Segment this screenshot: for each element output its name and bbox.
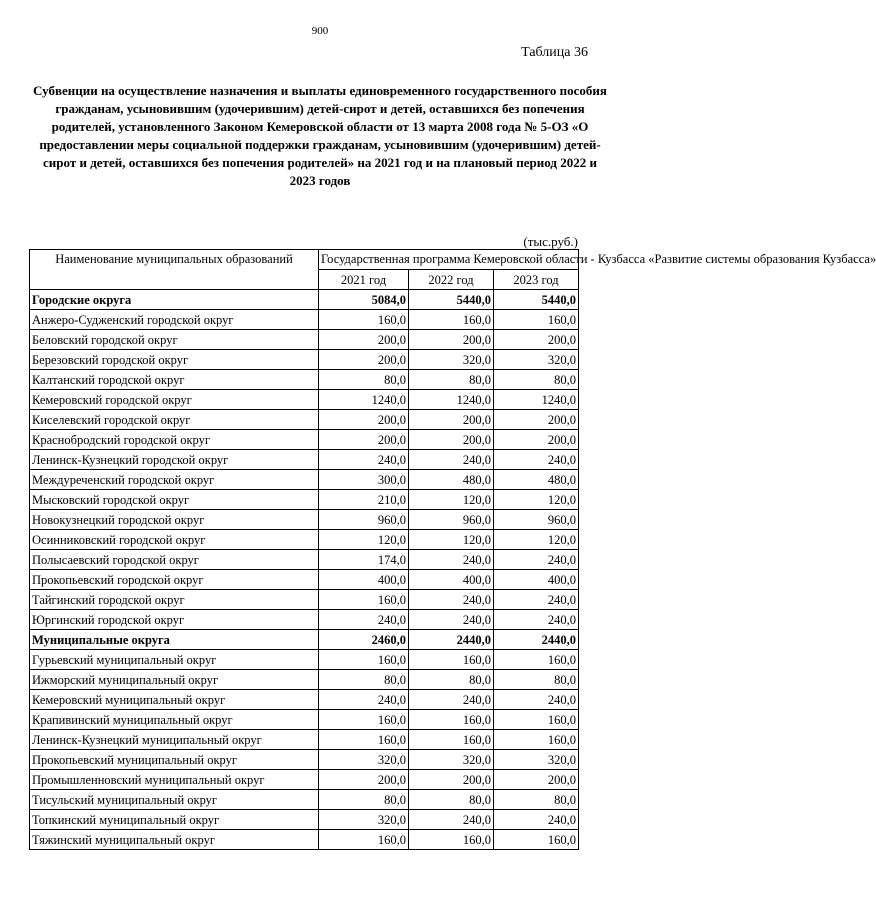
value-2021-cell: 2460,0	[319, 630, 409, 650]
value-2021-cell: 160,0	[319, 590, 409, 610]
value-2023-cell: 80,0	[494, 370, 579, 390]
value-2022-cell: 240,0	[409, 610, 494, 630]
value-2021-cell: 240,0	[319, 610, 409, 630]
table-header	[30, 250, 876, 290]
header-program: Государственная программа Кемеровской области - Кузбасса «Развитие системы образования Кузбасса»	[319, 250, 579, 270]
units-label: (тыс.руб.)	[523, 234, 578, 249]
value-2022-cell: 480,0	[409, 470, 494, 490]
value-2023-cell: 160,0	[494, 730, 579, 750]
value-2021-cell: 240,0	[319, 690, 409, 710]
value-2022-cell: 1240,0	[409, 390, 494, 410]
value-2021-cell: 240,0	[319, 450, 409, 470]
value-2021-cell: 200,0	[319, 330, 409, 350]
value-2021-cell: 5084,0	[319, 290, 409, 310]
table-row	[30, 830, 579, 850]
value-2022-cell: 80,0	[409, 670, 494, 690]
header-row-program	[30, 250, 579, 270]
municipality-name-cell: Киселевский городской округ	[30, 410, 319, 430]
table-row	[30, 450, 579, 470]
municipality-name-cell: Топкинский муниципальный округ	[30, 810, 319, 830]
value-2022-cell: 120,0	[409, 530, 494, 550]
value-2022-cell: 200,0	[409, 330, 494, 350]
table-row	[30, 370, 579, 390]
value-2023-cell: 200,0	[494, 770, 579, 790]
table-row	[30, 330, 579, 350]
value-2021-cell: 160,0	[319, 730, 409, 750]
value-2021-cell: 210,0	[319, 490, 409, 510]
header-year-2021: 2021 год	[319, 270, 409, 290]
municipality-name-cell: Тяжинский муниципальный округ	[30, 830, 319, 850]
municipality-name-cell: Калтанский городской округ	[30, 370, 319, 390]
value-2023-cell: 160,0	[494, 310, 579, 330]
table-row	[30, 810, 579, 830]
value-2022-cell: 160,0	[409, 730, 494, 750]
value-2023-cell: 160,0	[494, 830, 579, 850]
table-row	[30, 390, 579, 410]
value-2021-cell: 200,0	[319, 430, 409, 450]
table-row	[30, 610, 579, 630]
value-2021-cell: 120,0	[319, 530, 409, 550]
value-2023-cell: 320,0	[494, 350, 579, 370]
municipality-name-cell: Муниципальные округа	[30, 630, 319, 650]
value-2023-cell: 120,0	[494, 530, 579, 550]
value-2022-cell: 80,0	[409, 790, 494, 810]
page-number: 900	[311, 25, 329, 37]
table-row	[30, 670, 579, 690]
value-2023-cell: 960,0	[494, 510, 579, 530]
municipality-name-cell: Кемеровский муниципальный округ	[30, 690, 319, 710]
municipality-name-cell: Прокопьевский городской округ	[30, 570, 319, 590]
value-2023-cell: 160,0	[494, 650, 579, 670]
value-2021-cell: 200,0	[319, 350, 409, 370]
value-2022-cell: 960,0	[409, 510, 494, 530]
value-2023-cell: 2440,0	[494, 630, 579, 650]
municipality-name-cell: Краснобродский городской округ	[30, 430, 319, 450]
table-row	[30, 310, 579, 330]
value-2023-cell: 5440,0	[494, 290, 579, 310]
table-row	[30, 470, 579, 490]
value-2022-cell: 240,0	[409, 550, 494, 570]
table-row	[30, 430, 579, 450]
value-2021-cell: 160,0	[319, 710, 409, 730]
municipality-name-cell: Ленинск-Кузнецкий городской округ	[30, 450, 319, 470]
table-row	[30, 410, 579, 430]
value-2023-cell: 200,0	[494, 410, 579, 430]
municipality-name-cell: Анжеро-Судженский городской округ	[30, 310, 319, 330]
value-2022-cell: 5440,0	[409, 290, 494, 310]
municipality-name-cell: Междуреченский городской округ	[30, 470, 319, 490]
municipality-name-cell: Крапивинский муниципальный округ	[30, 710, 319, 730]
table-row	[30, 550, 579, 570]
value-2023-cell: 200,0	[494, 430, 579, 450]
table-row	[30, 350, 579, 370]
value-2023-cell: 80,0	[494, 790, 579, 810]
value-2022-cell: 200,0	[409, 410, 494, 430]
value-2021-cell: 160,0	[319, 650, 409, 670]
value-2022-cell: 80,0	[409, 370, 494, 390]
value-2021-cell: 80,0	[319, 670, 409, 690]
table-row	[30, 570, 579, 590]
value-2023-cell: 160,0	[494, 710, 579, 730]
value-2022-cell: 240,0	[409, 690, 494, 710]
value-2022-cell: 160,0	[409, 310, 494, 330]
value-2021-cell: 80,0	[319, 370, 409, 390]
value-2021-cell: 400,0	[319, 570, 409, 590]
value-2023-cell: 240,0	[494, 450, 579, 470]
value-2021-cell: 160,0	[319, 310, 409, 330]
value-2021-cell: 960,0	[319, 510, 409, 530]
value-2021-cell: 80,0	[319, 790, 409, 810]
table-row	[30, 650, 579, 670]
table-body	[30, 290, 579, 850]
value-2022-cell: 120,0	[409, 490, 494, 510]
value-2023-cell: 240,0	[494, 550, 579, 570]
municipality-name-cell: Березовский городской округ	[30, 350, 319, 370]
value-2022-cell: 200,0	[409, 770, 494, 790]
municipality-name-cell: Тисульский муниципальный округ	[30, 790, 319, 810]
municipality-name-cell: Новокузнецкий городской округ	[30, 510, 319, 530]
value-2023-cell: 400,0	[494, 570, 579, 590]
value-2023-cell: 320,0	[494, 750, 579, 770]
table-row	[30, 710, 579, 730]
value-2022-cell: 240,0	[409, 810, 494, 830]
value-2021-cell: 320,0	[319, 810, 409, 830]
value-2023-cell: 240,0	[494, 610, 579, 630]
table-row	[30, 770, 579, 790]
header-year-2023: 2023 год	[494, 270, 579, 290]
value-2022-cell: 240,0	[409, 450, 494, 470]
value-2021-cell: 174,0	[319, 550, 409, 570]
table-group-row	[30, 630, 579, 650]
municipality-name-cell: Полысаевский городской округ	[30, 550, 319, 570]
table-group-row	[30, 290, 579, 310]
table-row	[30, 690, 579, 710]
value-2023-cell: 480,0	[494, 470, 579, 490]
municipality-name-cell: Беловский городской округ	[30, 330, 319, 350]
value-2022-cell: 200,0	[409, 430, 494, 450]
value-2023-cell: 240,0	[494, 690, 579, 710]
value-2021-cell: 200,0	[319, 410, 409, 430]
value-2021-cell: 160,0	[319, 830, 409, 850]
value-2021-cell: 200,0	[319, 770, 409, 790]
municipality-name-cell: Ижморский муниципальный округ	[30, 670, 319, 690]
value-2023-cell: 200,0	[494, 330, 579, 350]
document-title: Субвенции на осуществление назначения и выплаты единовременного государственного пособия гражданам, усыновившим (удочерившим) детей-сирот и детей, оставшихся без попечения родителей, установленного Законом Кемеровской области от 13 марта 2008 года № 5-ОЗ «О предоставлении меры социальной поддержки гражданам, усыновившим (удочерившим) детей-сирот и детей, оставшихся без попечения родителей» на 2021 год и на плановый период 2022 и 2023 годов	[33, 83, 607, 188]
value-2023-cell: 240,0	[494, 590, 579, 610]
value-2022-cell: 160,0	[409, 710, 494, 730]
municipality-name-cell: Тайгинский городской округ	[30, 590, 319, 610]
table-label: Таблица 36	[521, 45, 588, 60]
header-municipality-name: Наименование муниципальных образований	[30, 250, 319, 290]
municipality-name-cell: Прокопьевский муниципальный округ	[30, 750, 319, 770]
municipality-name-cell: Городские округа	[30, 290, 319, 310]
table-row	[30, 790, 579, 810]
value-2022-cell: 320,0	[409, 750, 494, 770]
municipality-name-cell: Юргинский городской округ	[30, 610, 319, 630]
table-row	[30, 730, 579, 750]
table-row	[30, 750, 579, 770]
value-2021-cell: 320,0	[319, 750, 409, 770]
value-2022-cell: 240,0	[409, 590, 494, 610]
value-2021-cell: 300,0	[319, 470, 409, 490]
table-row	[30, 490, 579, 510]
municipality-name-cell: Осинниковский городской округ	[30, 530, 319, 550]
municipality-name-cell: Гурьевский муниципальный округ	[30, 650, 319, 670]
table-row	[30, 510, 579, 530]
municipality-name-cell: Промышленновский муниципальный округ	[30, 770, 319, 790]
table-row	[30, 590, 579, 610]
value-2022-cell: 320,0	[409, 350, 494, 370]
table-row	[30, 530, 579, 550]
value-2022-cell: 160,0	[409, 830, 494, 850]
value-2023-cell: 1240,0	[494, 390, 579, 410]
header-year-2022: 2022 год	[409, 270, 494, 290]
value-2022-cell: 400,0	[409, 570, 494, 590]
municipality-name-cell: Кемеровский городской округ	[30, 390, 319, 410]
municipality-name-cell: Мысковский городской округ	[30, 490, 319, 510]
value-2021-cell: 1240,0	[319, 390, 409, 410]
value-2022-cell: 2440,0	[409, 630, 494, 650]
subsidy-table	[29, 249, 876, 850]
value-2023-cell: 120,0	[494, 490, 579, 510]
value-2023-cell: 240,0	[494, 810, 579, 830]
municipality-name-cell: Ленинск-Кузнецкий муниципальный округ	[30, 730, 319, 750]
value-2022-cell: 160,0	[409, 650, 494, 670]
value-2023-cell: 80,0	[494, 670, 579, 690]
